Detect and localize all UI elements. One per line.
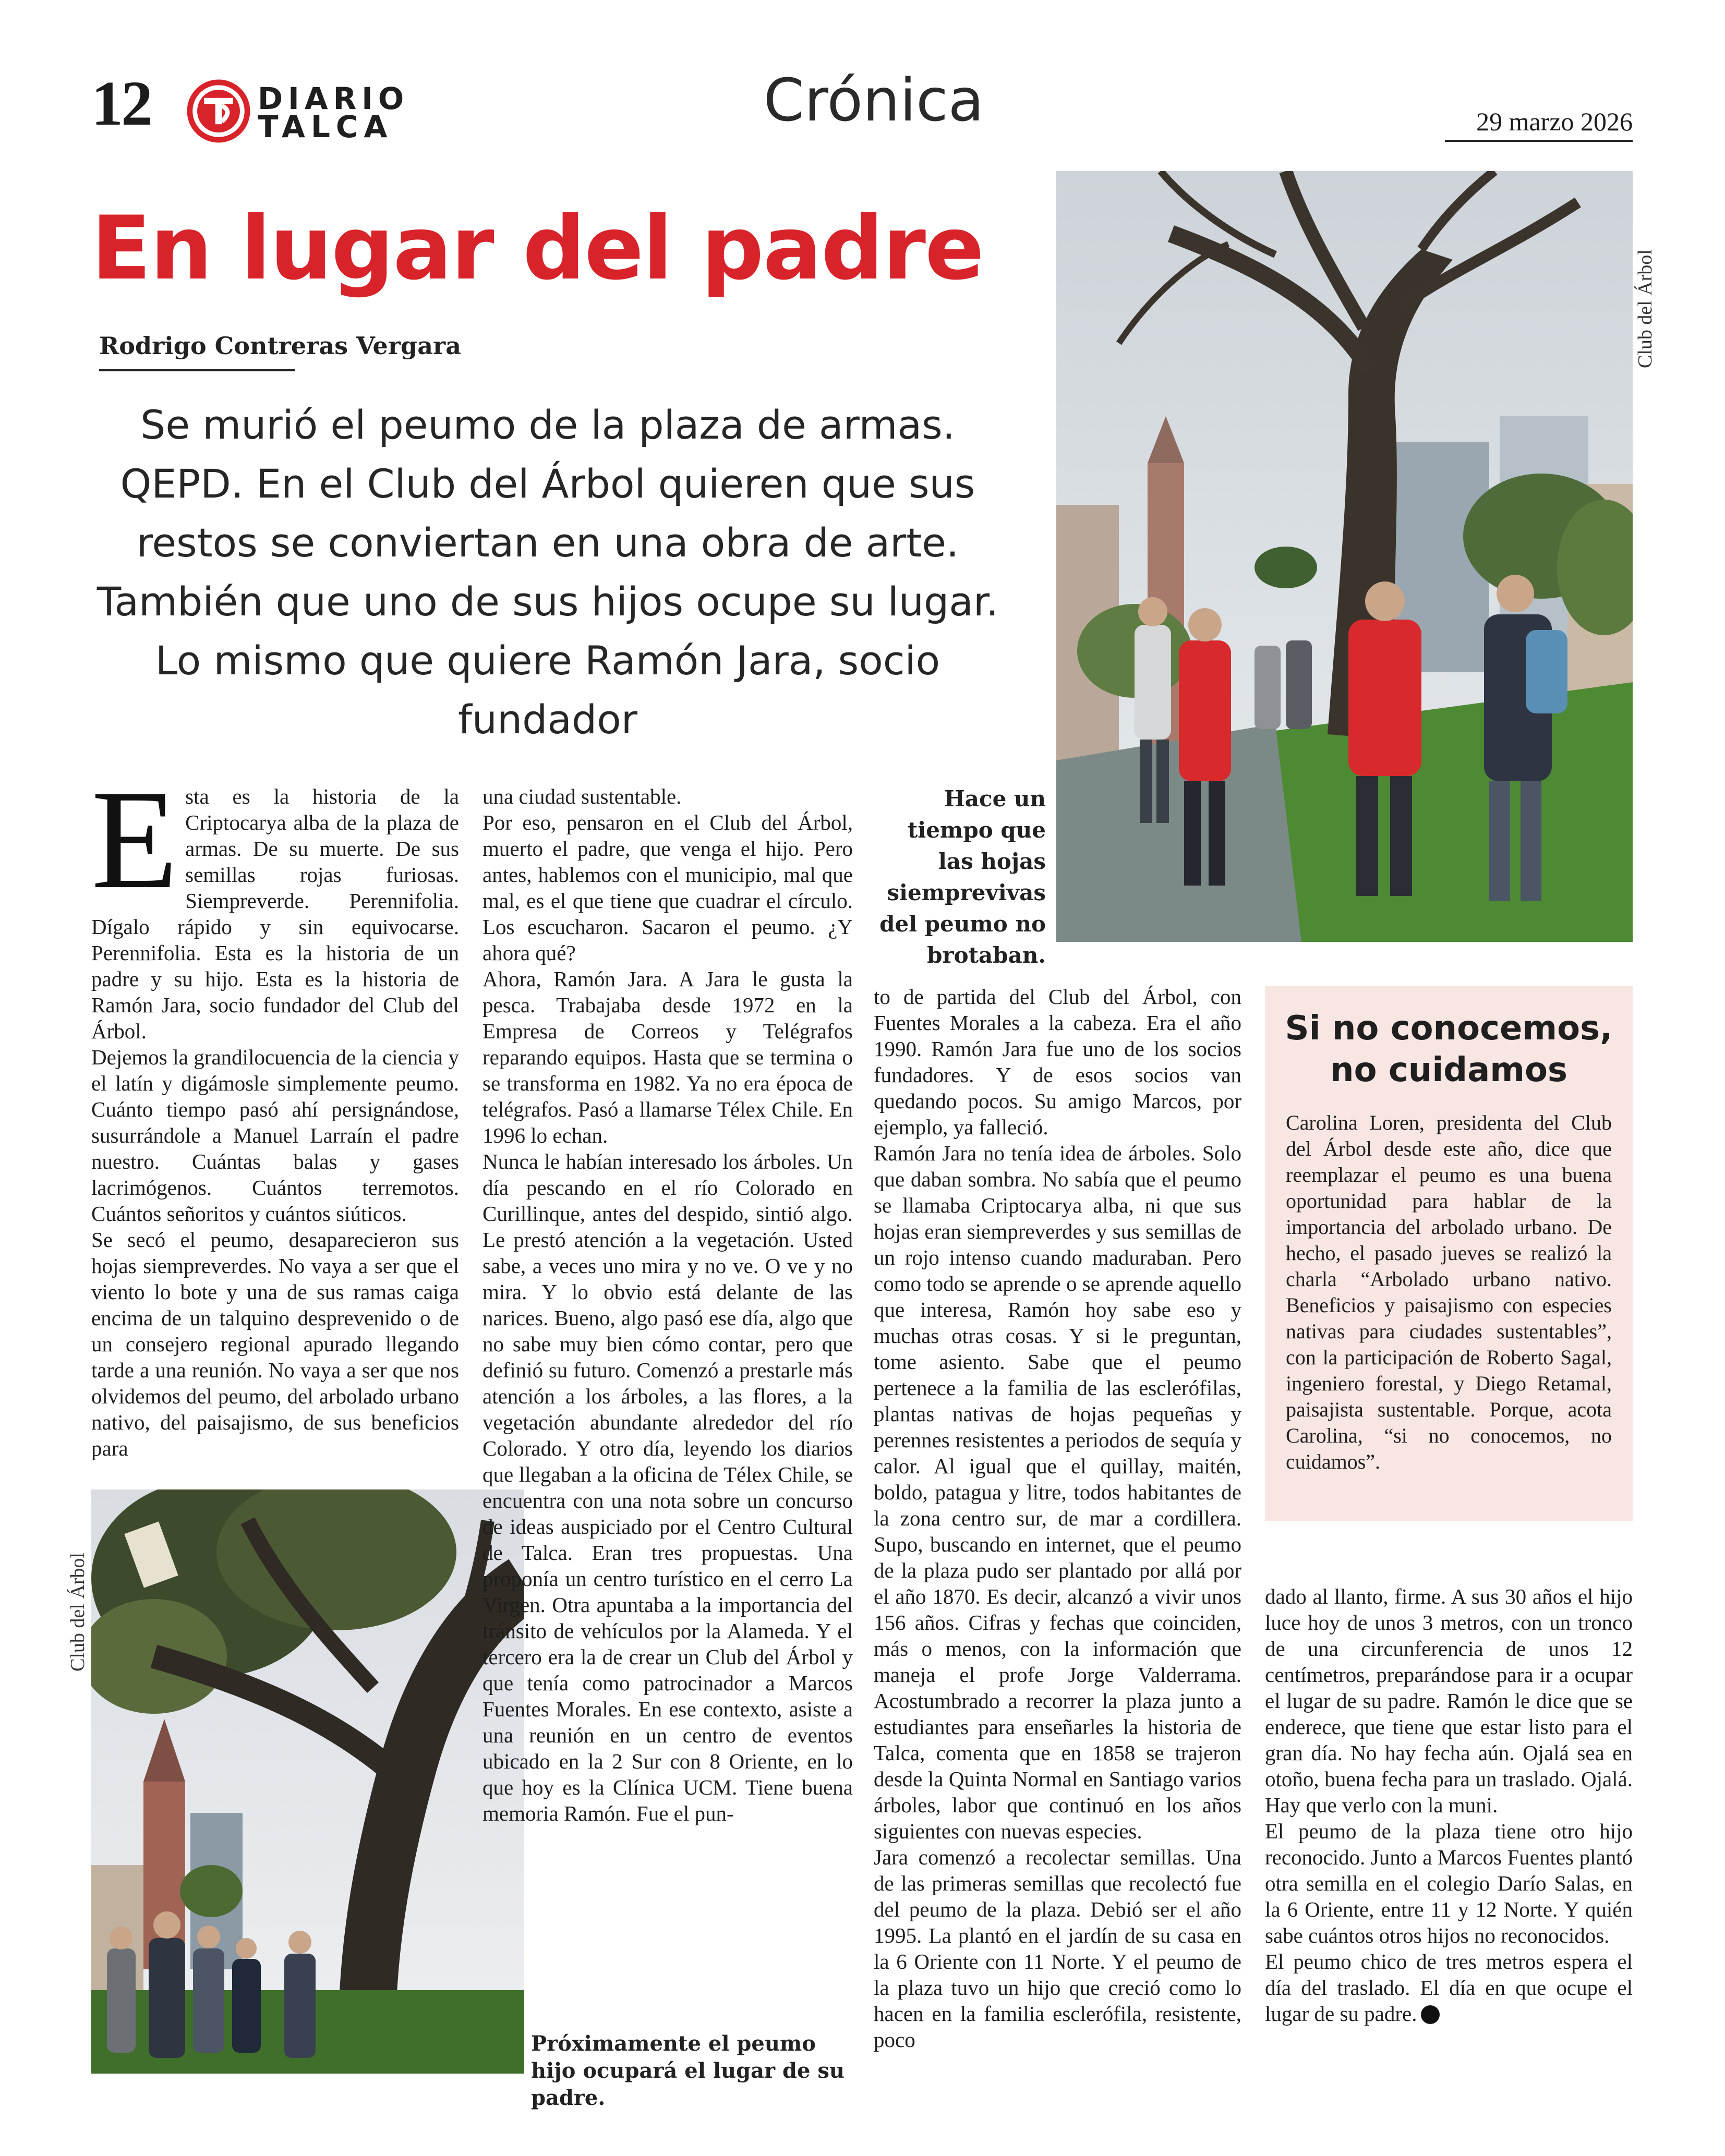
headline: En lugar del padre — [91, 197, 983, 299]
paragraph: una ciudad sustentable. — [482, 784, 682, 808]
diario-talca-logo-icon — [186, 78, 251, 144]
byline-underline — [99, 369, 295, 371]
photo-tree-trunk-image — [91, 1489, 524, 2074]
paragraph: El peumo de la plaza tiene otro hijo reconocido. Junto a Marcos Fuentes plantó otra semilla en el colegio Darío Salas, en la 6 Oriente, entre 11 y 12 Norte. Y quién sabe cuántos otros hijos no reconocidos. — [1265, 1819, 1633, 1947]
paragraph: Dejemos la grandilocuencia de la ciencia y el latín y digámosle simplemente peumo. Cuánto tiempo pasó ahí persignándose, susurrándole a Manuel Larraín el padre nuestro. Cuántas balas y gases lacrimógenos. Cuántos terremotos. Cuántos señoritos y cuántos siúticos. — [91, 1045, 459, 1226]
photo-credit-bottom: Club del Árbol — [67, 1553, 89, 1671]
paragraph: dado al llanto, firme. A sus 30 años el hijo luce hoy de unos 3 metros, con un tronco de una circunferencia de unos 12 centímetros, preparándose para ir a ocupar el lugar de su padre. Ramón le dice que se enderece, que tiene que estar listo para el gran día. No hay fecha aún. Ojalá sea en otoño, buena fecha para un traslado. Ojalá. Hay que verlo con la muni. — [1265, 1584, 1633, 1817]
end-mark-icon — [1421, 2005, 1440, 2024]
drop-cap: E — [91, 761, 178, 918]
paragraph: sta es la historia de la Criptocarya alba de la plaza de armas. De su muerte. De sus semillas rojas furiosas. Siempreverde. Perennifolia. Dígalo rápido y sin equivocarse. Perennifolia. Esta es la historia de un padre y su hijo. Esta es la historia de Ramón Jara, socio fundador del Club del Árbol. — [91, 784, 459, 1043]
photo-tree-trunk — [91, 1489, 524, 2074]
paragraph: Se secó el peumo, desaparecieron sus hojas siempreverdes. No vaya a ser que el viento lo bote y una de sus ramas caiga encima de un talquino desprevenido o de un consejero regional apurado llegando tarde a una reunión. No vaya a ser que nos olvidemos del peumo, del arbolado urbano nativo, del paisajismo, de sus beneficios para — [91, 1228, 459, 1460]
paragraph: Ramón Jara no tenía idea de árboles. Solo que daban sombra. No sabía que el peumo se llamaba Criptocarya alba, ni que sus hojas eran siempreverdes y sus semillas de un rojo intenso cuando maduraban. Pero como todo se aprende o se aprende aquello que interesa, Ramón hoy sabe eso y muchas otras cosas. Y si le preguntan, tome asiento. Sabe que el peumo pertenece a la familia de las esclerófilas, plantas nativas de hojas pequeñas y perennes resistentes a periodos de sequía y calor. Al igual que el quillay, maitén, boldo, patagua y litre, todos habitantes de la zona centro sur, de mar a cordillera. Supo, buscando en internet, que el peumo de la plaza pudo ser plantado por allá por el año 1870. Es decir, alcanzó a vivir unos 156 años. Cifras y fechas que coinciden, más o menos, con la información que maneja el profe Jorge Valderrama. Acostumbrado a recorrer la plaza junto a estudiantes para enseñarles la historia de Talca, comenta que en 1858 se trajeron desde la Quinta Normal en Santiago varios árboles, labor que continuó en los años siguientes con nuevas especies. — [874, 1141, 1241, 1843]
paragraph-final-text: El peumo chico de tres metros espera el día del traslado. El día en que ocupe el lugar de su padre. — [1265, 1949, 1633, 2026]
sidebar-body: Carolina Loren, presidenta del Club del Árbol desde este año, dice que reemplazar el peumo es una buena oportunidad para hablar de la importancia del arbolado urbano. De hecho, el pasado jueves se realizó la charla “Arbolado urbano nativo. Beneficios y paisajismo con especies nativas para ciudades sustentables”, con la participación de Roberto Sagal, ingeniero forestal, y Diego Retamal, paisajista sustentable. Porque, acota Carolina, “si no conocemos, no cuidamos”. — [1286, 1111, 1612, 1473]
photo-tree-group — [1056, 171, 1633, 942]
deck: Se murió el peumo de la plaza de armas. QEPD. En el Club del Árbol quieren que sus restos se conviertan en una obra de arte. También que uno de sus hijos ocupe su lugar. Lo mismo que quiere Ramón Jara, socio fundador — [96, 402, 999, 743]
body-column-1 — [91, 761, 459, 1461]
body-column-4 — [1265, 1583, 1633, 2027]
photo-caption-bottom: Próximamente el peumo hijo ocupará el lugar de su padre. — [531, 2031, 845, 2110]
byline: Rodrigo Contreras Vergara — [99, 332, 462, 360]
section-title: Crónica — [763, 67, 984, 135]
logo-text-diario: DIARIO — [258, 81, 409, 116]
paragraph: Por eso, pensaron en el Club del Árbol, muerto el padre, que venga el hijo. Pero antes, hablemos con el municipio, mal que mal, es el que tiene que cuadrar el círculo. Los escucharon. Sacaron el peumo. ¿Y ahora qué? — [482, 810, 853, 965]
paragraph: Jara comenzó a recolectar semillas. Una de las primeras semillas que recolectó fue del peumo de la plaza. Debió ser el año 1995. La plantó en el jardín de su casa en la 6 Oriente con 11 Norte. Y el peumo de la plaza tuvo un hijo que creció como lo hacen en la familia esclerófila, resistente, poco — [874, 1845, 1241, 2052]
body-column-3 — [874, 984, 1241, 2053]
photo-credit-top: Club del Árbol — [1634, 249, 1656, 368]
date-underline — [1445, 140, 1633, 142]
paragraph: Nunca le habían interesado los árboles. Un día pescando en el río Colorado en Curillinque, antes del despido, sintió algo. Le prestó atención a la vegetación. Usted sabe, a veces uno mira y no ve. O ve y no mira. Y lo obvio está delante de las narices. Bueno, algo pasó ese día, algo que no sabe muy bien cómo contar, pero que definió su futuro. Comenzó a prestarle más atención a los árboles, a las flores, a la vegetación abundante alrededor del río Colorado. Y otro día, leyendo los diarios que llegaban a la oficina de Télex Chile, se encuentra con una nota sobre un concurso de ideas auspiciado por el Centro Cultural de Talca. Eran tres propuestas. Una proponía un centro turístico en el cerro La Virgen. Otra apuntaba a la importancia del tránsito de vehículos por la Alameda. Y el tercero era la de crear un Club del Árbol y que tenía como patrocinador a Marcos Fuentes Morales. En ese contexto, asiste a una reunión en un centro de eventos ubicado en la 2 Sur con 8 Oriente, en lo que hoy es la Clínica UCM. Tiene buena memoria Ramón. Fue el pun- — [482, 1149, 853, 1825]
photo-caption-top: Hace un tiempo que las hojas siemprevivas del peumo no brotaban. — [879, 786, 1046, 968]
paragraph: to de partida del Club del Árbol, con Fuentes Morales a la cabeza. Era el año 1990. Ramón Jara fue uno de los socios fundadores. Y de esos socios van quedando pocos. Su amigo Marcos, por ejemplo, ya falleció. — [874, 985, 1241, 1139]
logo-text-talca: TALCA — [258, 109, 393, 144]
issue-date: 29 marzo 2026 — [1476, 107, 1633, 136]
page-number: 12 — [91, 68, 151, 139]
photo-tree-group-image — [1056, 171, 1633, 942]
paragraph-final — [1265, 1948, 1633, 2027]
sidebar-title: Si no conocemos, no cuidamos — [1285, 1009, 1613, 1089]
paragraph: Ahora, Ramón Jara. A Jara le gusta la pesca. Trabajaba desde 1972 en la Empresa de Correos y Telégrafos reparando equipos. Hasta que se termina o se transforma en 1982. Ya no era época de telégrafos. Pasó a llamarse Télex Chile. En 1996 lo echan. — [482, 967, 853, 1147]
body-column-2 — [482, 783, 853, 1826]
